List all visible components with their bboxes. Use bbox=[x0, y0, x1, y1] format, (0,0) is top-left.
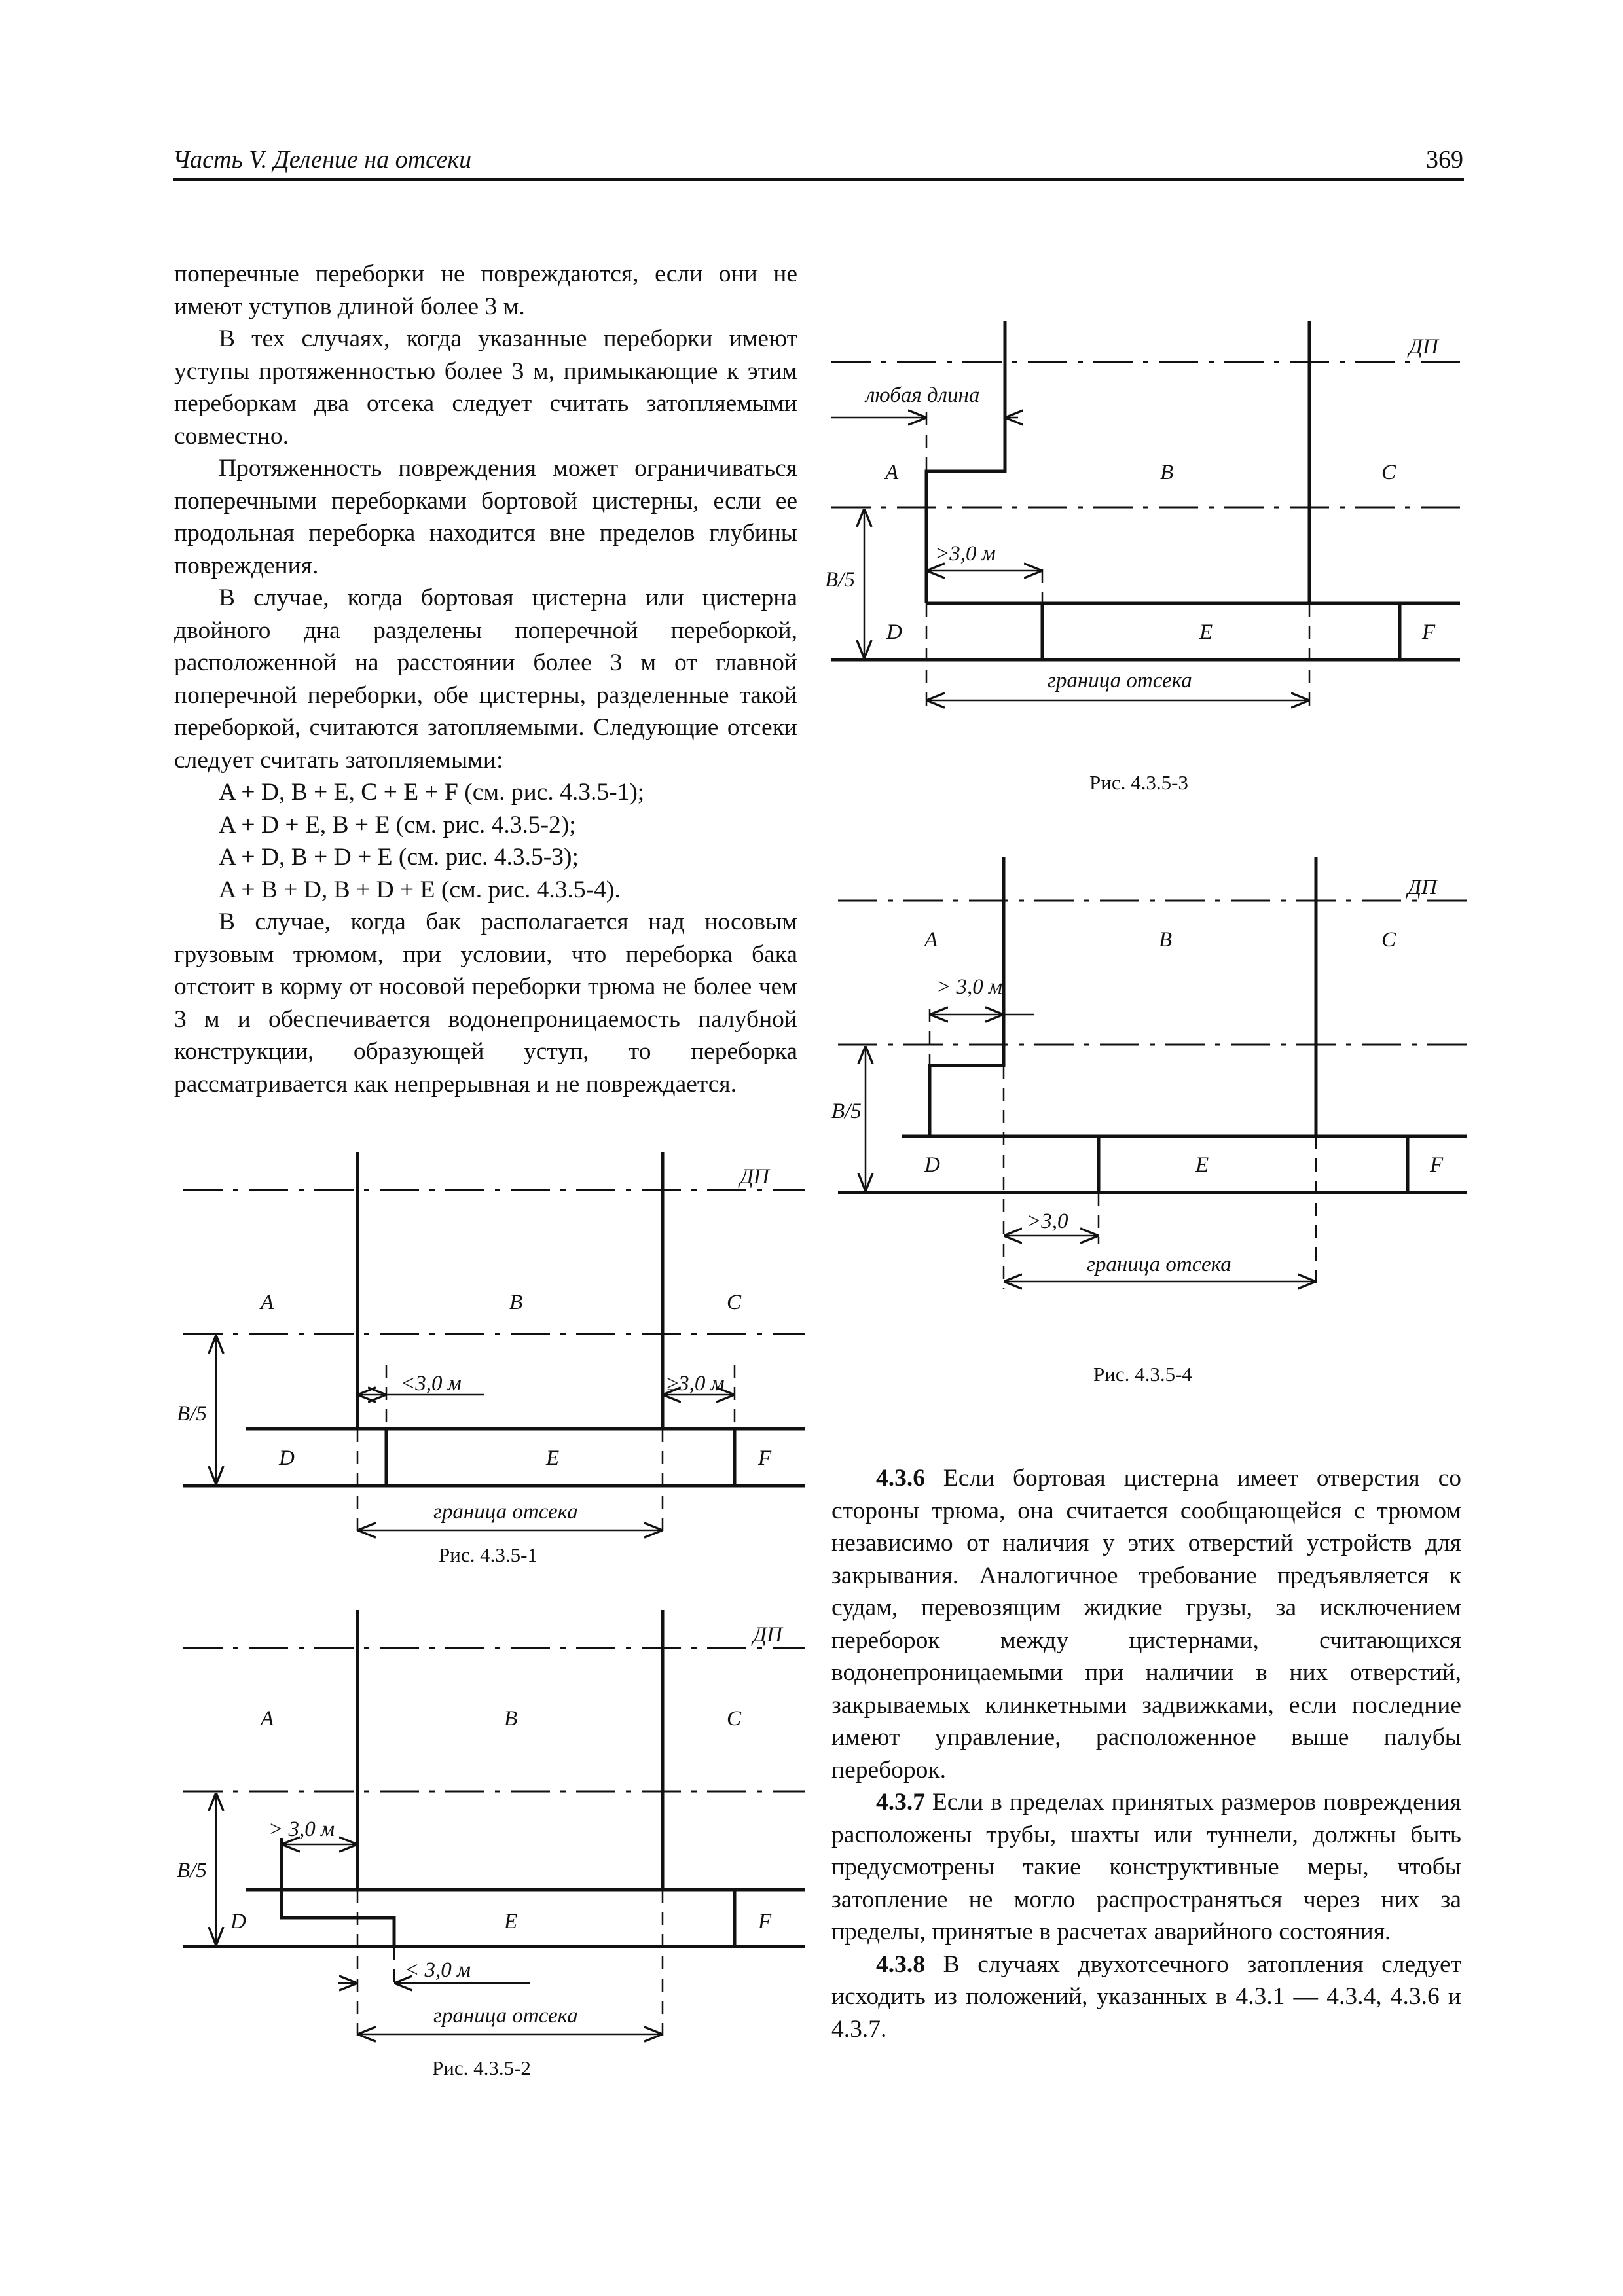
label-b5: B/5 bbox=[825, 568, 855, 592]
label-a: A bbox=[885, 461, 899, 484]
formula-line-3: A + D, B + D + E (см. рис. 4.3.5-3); bbox=[219, 844, 579, 870]
label-boundary: граница отсека bbox=[433, 1500, 578, 1524]
section-4-3-6 bbox=[831, 1462, 1461, 1786]
formula-line-2: A + D + E, B + E (см. рис. 4.3.5-2); bbox=[219, 811, 576, 838]
formula-line-4: A + B + D, B + D + E (см. рис. 4.3.5-4). bbox=[219, 876, 621, 903]
label-b5: B/5 bbox=[177, 1402, 207, 1426]
paragraph-forecastle: В случае, когда бак располагается над носовым грузовым трюмом, при условии, что переборка бака отстоит в корму от носовой переборки трюма не более чем 3 м и обеспечивается водонепроницаемость палубной конструкции, образующей уступ, то переборка рассматривается как непрерывная и не повреждается. bbox=[174, 908, 797, 1098]
paragraph-side-tank: В случае, когда бортовая цистерна или цистерна двойного дна разделены поперечной переборкой, расположенной на расстоянии более 3 м от главной поперечной переборки, обе цистерны, разделенные такой переборкой, считаются затопляемыми. Следующие отсеки следует считать затопляемыми: bbox=[174, 584, 797, 774]
label-d: D bbox=[279, 1446, 295, 1470]
section-4-3-6-text: Если бортовая цистерна имеет отверстия со стороны трюма, она считается сообщающейся с трюмом независимо от наличия у этих отверстий устройств для закрывания. Аналогичное требование предъявляется к судам, перевозящим жидкие грузы, за исключением переборок между цистернами, считающихся водонепроницаемыми при наличии в них отверстий, закрываемых клинкетными задвижками, если последние имеют управление, расположенное выше палубы переборок. bbox=[831, 1465, 1461, 1784]
section-4-3-6-number: 4.3.6 bbox=[876, 1465, 925, 1492]
label-e: E bbox=[504, 1910, 518, 1933]
header-rule bbox=[173, 178, 1464, 181]
label-e: E bbox=[1199, 620, 1213, 644]
label-boundary: граница отсека bbox=[433, 2004, 578, 2028]
label-dim2: < 3,0 м bbox=[405, 1958, 471, 1982]
label-f: F bbox=[758, 1446, 772, 1470]
label-dim1: <3,0 м bbox=[401, 1372, 462, 1395]
caption-4-3-5-3: Рис. 4.3.5-3 bbox=[1089, 771, 1188, 794]
label-dp: ДП bbox=[1408, 876, 1437, 899]
label-b: B bbox=[1160, 461, 1174, 484]
label-b: B bbox=[509, 1291, 523, 1314]
label-d: D bbox=[924, 1153, 940, 1177]
section-4-3-7 bbox=[831, 1786, 1461, 1948]
label-dp: ДП bbox=[753, 1623, 782, 1647]
paragraph-damage-extent: Протяженность повреждения может ограничиваться поперечными переборками бортовой цистерны, если ее продольная переборка находится вне пределов глубины повреждения. bbox=[174, 455, 797, 579]
label-dp: ДП bbox=[740, 1165, 769, 1189]
label-boundary: граница отсека bbox=[1048, 669, 1192, 692]
label-dim1: >3,0 м bbox=[935, 542, 996, 565]
section-4-3-8-number: 4.3.8 bbox=[876, 1950, 925, 1978]
paragraph-continuation: поперечные переборки не повреждаются, если они не имеют уступов длиной более 3 м. bbox=[174, 260, 797, 320]
label-c: C bbox=[727, 1291, 742, 1314]
label-dim2: ≥3,0 м bbox=[666, 1372, 725, 1395]
formula-line-1: A + D, B + E, C + E + F (см. рис. 4.3.5-1); bbox=[219, 779, 645, 806]
label-any-length: любая длина bbox=[866, 384, 980, 407]
section-4-3-8 bbox=[831, 1948, 1461, 2046]
figure-4-3-5-1 bbox=[177, 1145, 812, 1538]
label-f: F bbox=[758, 1910, 772, 1933]
label-c: C bbox=[727, 1707, 742, 1731]
label-b: B bbox=[504, 1707, 518, 1731]
stepped-tank-bulkhead bbox=[282, 1838, 394, 1946]
figure-4-3-5-2 bbox=[177, 1604, 812, 2049]
section-4-3-7-text: Если в пределах принятых размеров повреждения расположены трубы, шахты или туннели, должны быть предусмотрены такие конструктивные меры, чтобы затопление не могло распространяться через них за пределы, принятые в расчетах аварийного состояния. bbox=[831, 1789, 1461, 1945]
label-a: A bbox=[261, 1291, 274, 1314]
figure-4-3-5-3 bbox=[825, 321, 1467, 726]
label-a: A bbox=[924, 928, 938, 952]
label-b5: B/5 bbox=[177, 1859, 207, 1882]
caption-4-3-5-4: Рис. 4.3.5-4 bbox=[1093, 1363, 1192, 1386]
caption-4-3-5-1: Рис. 4.3.5-1 bbox=[439, 1543, 538, 1566]
label-e: E bbox=[1195, 1153, 1209, 1177]
right-column-text bbox=[831, 1462, 1461, 2045]
label-f: F bbox=[1430, 1153, 1444, 1177]
label-b5: B/5 bbox=[831, 1100, 862, 1123]
label-a: A bbox=[261, 1707, 274, 1731]
section-4-3-7-number: 4.3.7 bbox=[876, 1789, 925, 1816]
figure-4-3-5-4 bbox=[831, 857, 1473, 1289]
running-header-title: Часть V. Деление на отсеки bbox=[173, 146, 472, 173]
section-4-3-8-text: В случаях двухотсечного затопления следует исходить из положений, указанных в 4.3.1 — 4.3.4, 4.3.6 и 4.3.7. bbox=[831, 1950, 1461, 2043]
label-f: F bbox=[1422, 620, 1436, 644]
left-column-text bbox=[174, 258, 797, 1100]
label-dim1: > 3,0 м bbox=[936, 975, 1003, 999]
label-boundary: граница отсека bbox=[1087, 1253, 1231, 1276]
label-c: C bbox=[1381, 461, 1396, 484]
label-c: C bbox=[1381, 928, 1396, 952]
label-dim2: >3,0 bbox=[1027, 1210, 1068, 1233]
label-dim1: > 3,0 м bbox=[268, 1818, 335, 1841]
label-d: D bbox=[886, 620, 902, 644]
paragraph-steps: В тех случаях, когда указанные переборки имеют уступы протяженностью более 3 м, примыкающие к этим переборкам два отсека следует считать затопляемыми совместно. bbox=[174, 325, 797, 450]
label-dp: ДП bbox=[1409, 335, 1438, 359]
label-e: E bbox=[546, 1446, 560, 1470]
page-number: 369 bbox=[1426, 146, 1463, 173]
label-b: B bbox=[1159, 928, 1173, 952]
label-d: D bbox=[230, 1910, 246, 1933]
caption-4-3-5-2: Рис. 4.3.5-2 bbox=[432, 2056, 531, 2079]
